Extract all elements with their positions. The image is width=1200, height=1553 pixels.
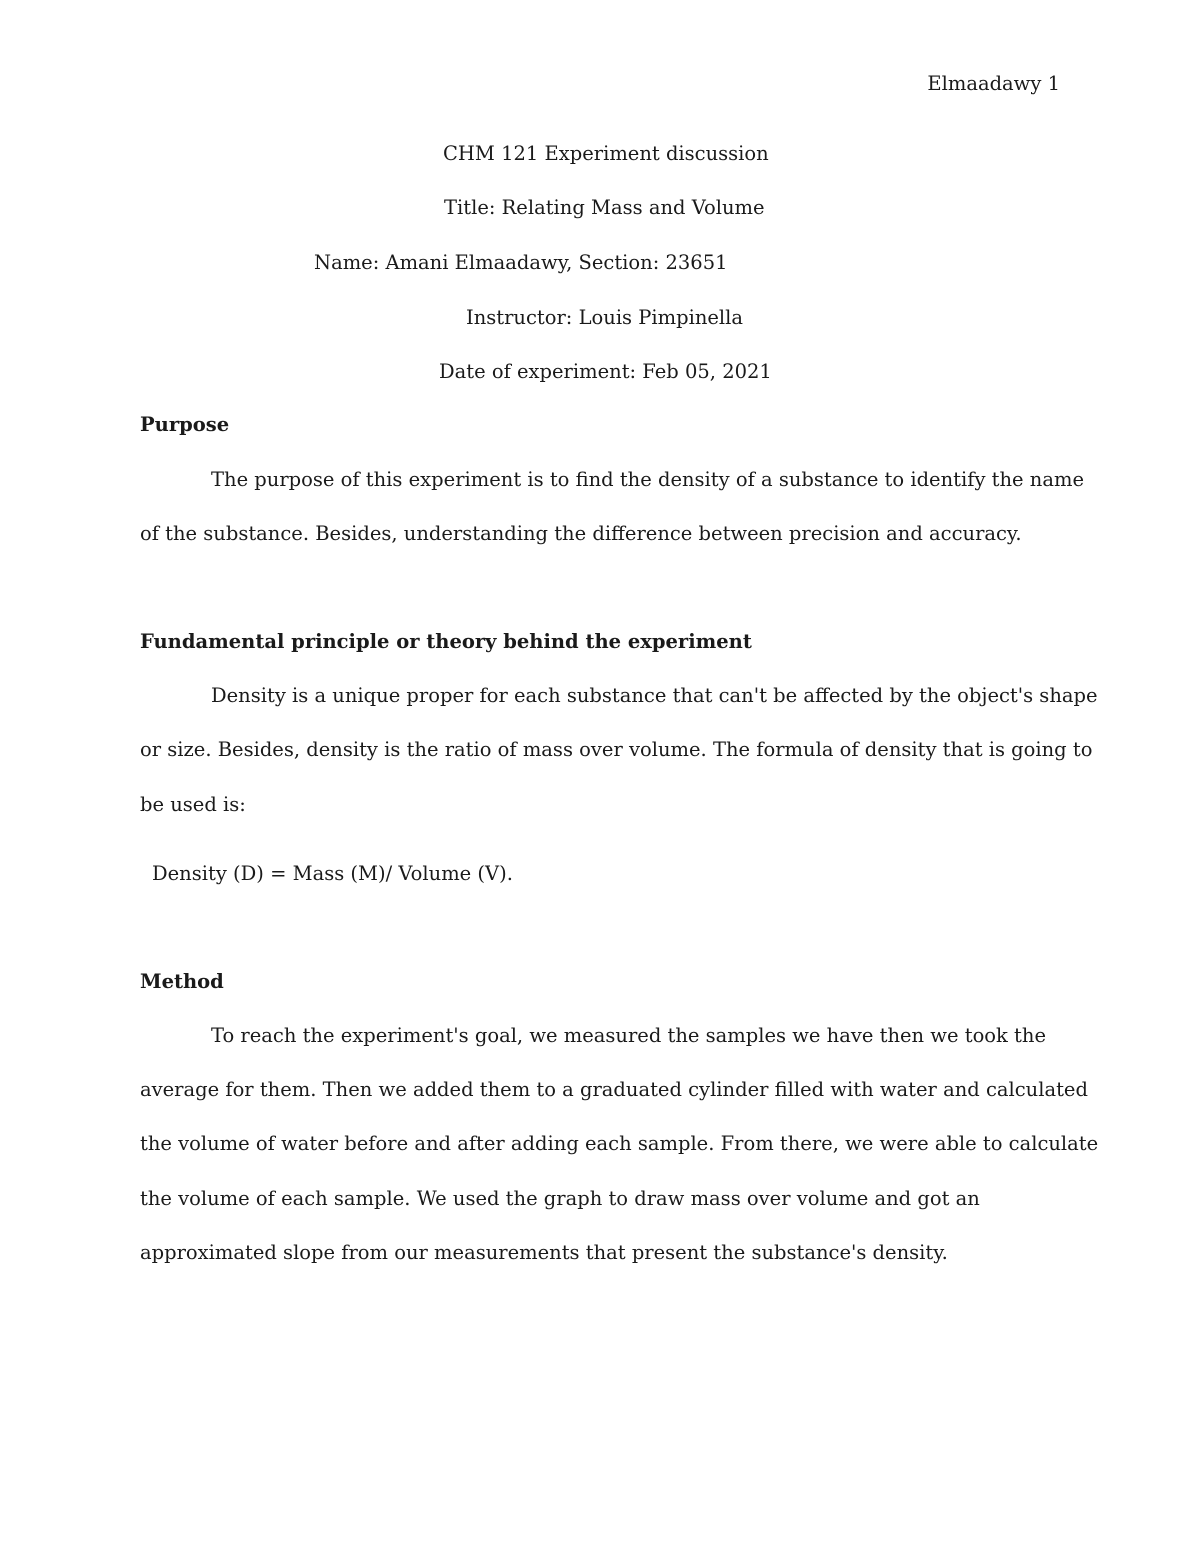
theory-line: be used is: (140, 793, 246, 816)
purpose-line: The purpose of this experiment is to find the density of a substance to identify the name (211, 468, 1085, 491)
theory-line: or size. Besides, density is the ratio of mass over volume. The formula of density that is going to (140, 738, 1093, 761)
method-line: approximated slope from our measurements that present the substance's density. (140, 1241, 948, 1264)
theory-line: Density is a unique proper for each substance that can't be affected by the object's shape (211, 684, 1098, 707)
theory-heading: Fundamental principle or theory behind the experiment (140, 630, 752, 653)
date-line: Date of experiment: Feb 05, 2021 (439, 360, 772, 383)
method-heading: Method (140, 970, 224, 993)
method-line: the volume of water before and after adding each sample. From there, we were able to calculate (140, 1132, 1099, 1155)
running-head: Elmaadawy 1 (927, 72, 1060, 95)
purpose-line: of the substance. Besides, understanding the difference between precision and accuracy. (140, 522, 1022, 545)
name-section-line: Name: Amani Elmaadawy, Section: 23651 (314, 251, 728, 274)
purpose-heading: Purpose (140, 413, 230, 436)
instructor-line: Instructor: Louis Pimpinella (466, 306, 744, 329)
report-title: Title: Relating Mass and Volume (444, 196, 765, 219)
density-formula: Density (D) = Mass (M)/ Volume (V). (152, 862, 513, 885)
course-title: CHM 121 Experiment discussion (443, 142, 769, 165)
method-line: the volume of each sample. We used the graph to draw mass over volume and got an (140, 1187, 980, 1210)
method-line: average for them. Then we added them to a graduated cylinder filled with water and calculated (140, 1078, 1088, 1101)
method-line: To reach the experiment's goal, we measured the samples we have then we took the (211, 1024, 1046, 1047)
